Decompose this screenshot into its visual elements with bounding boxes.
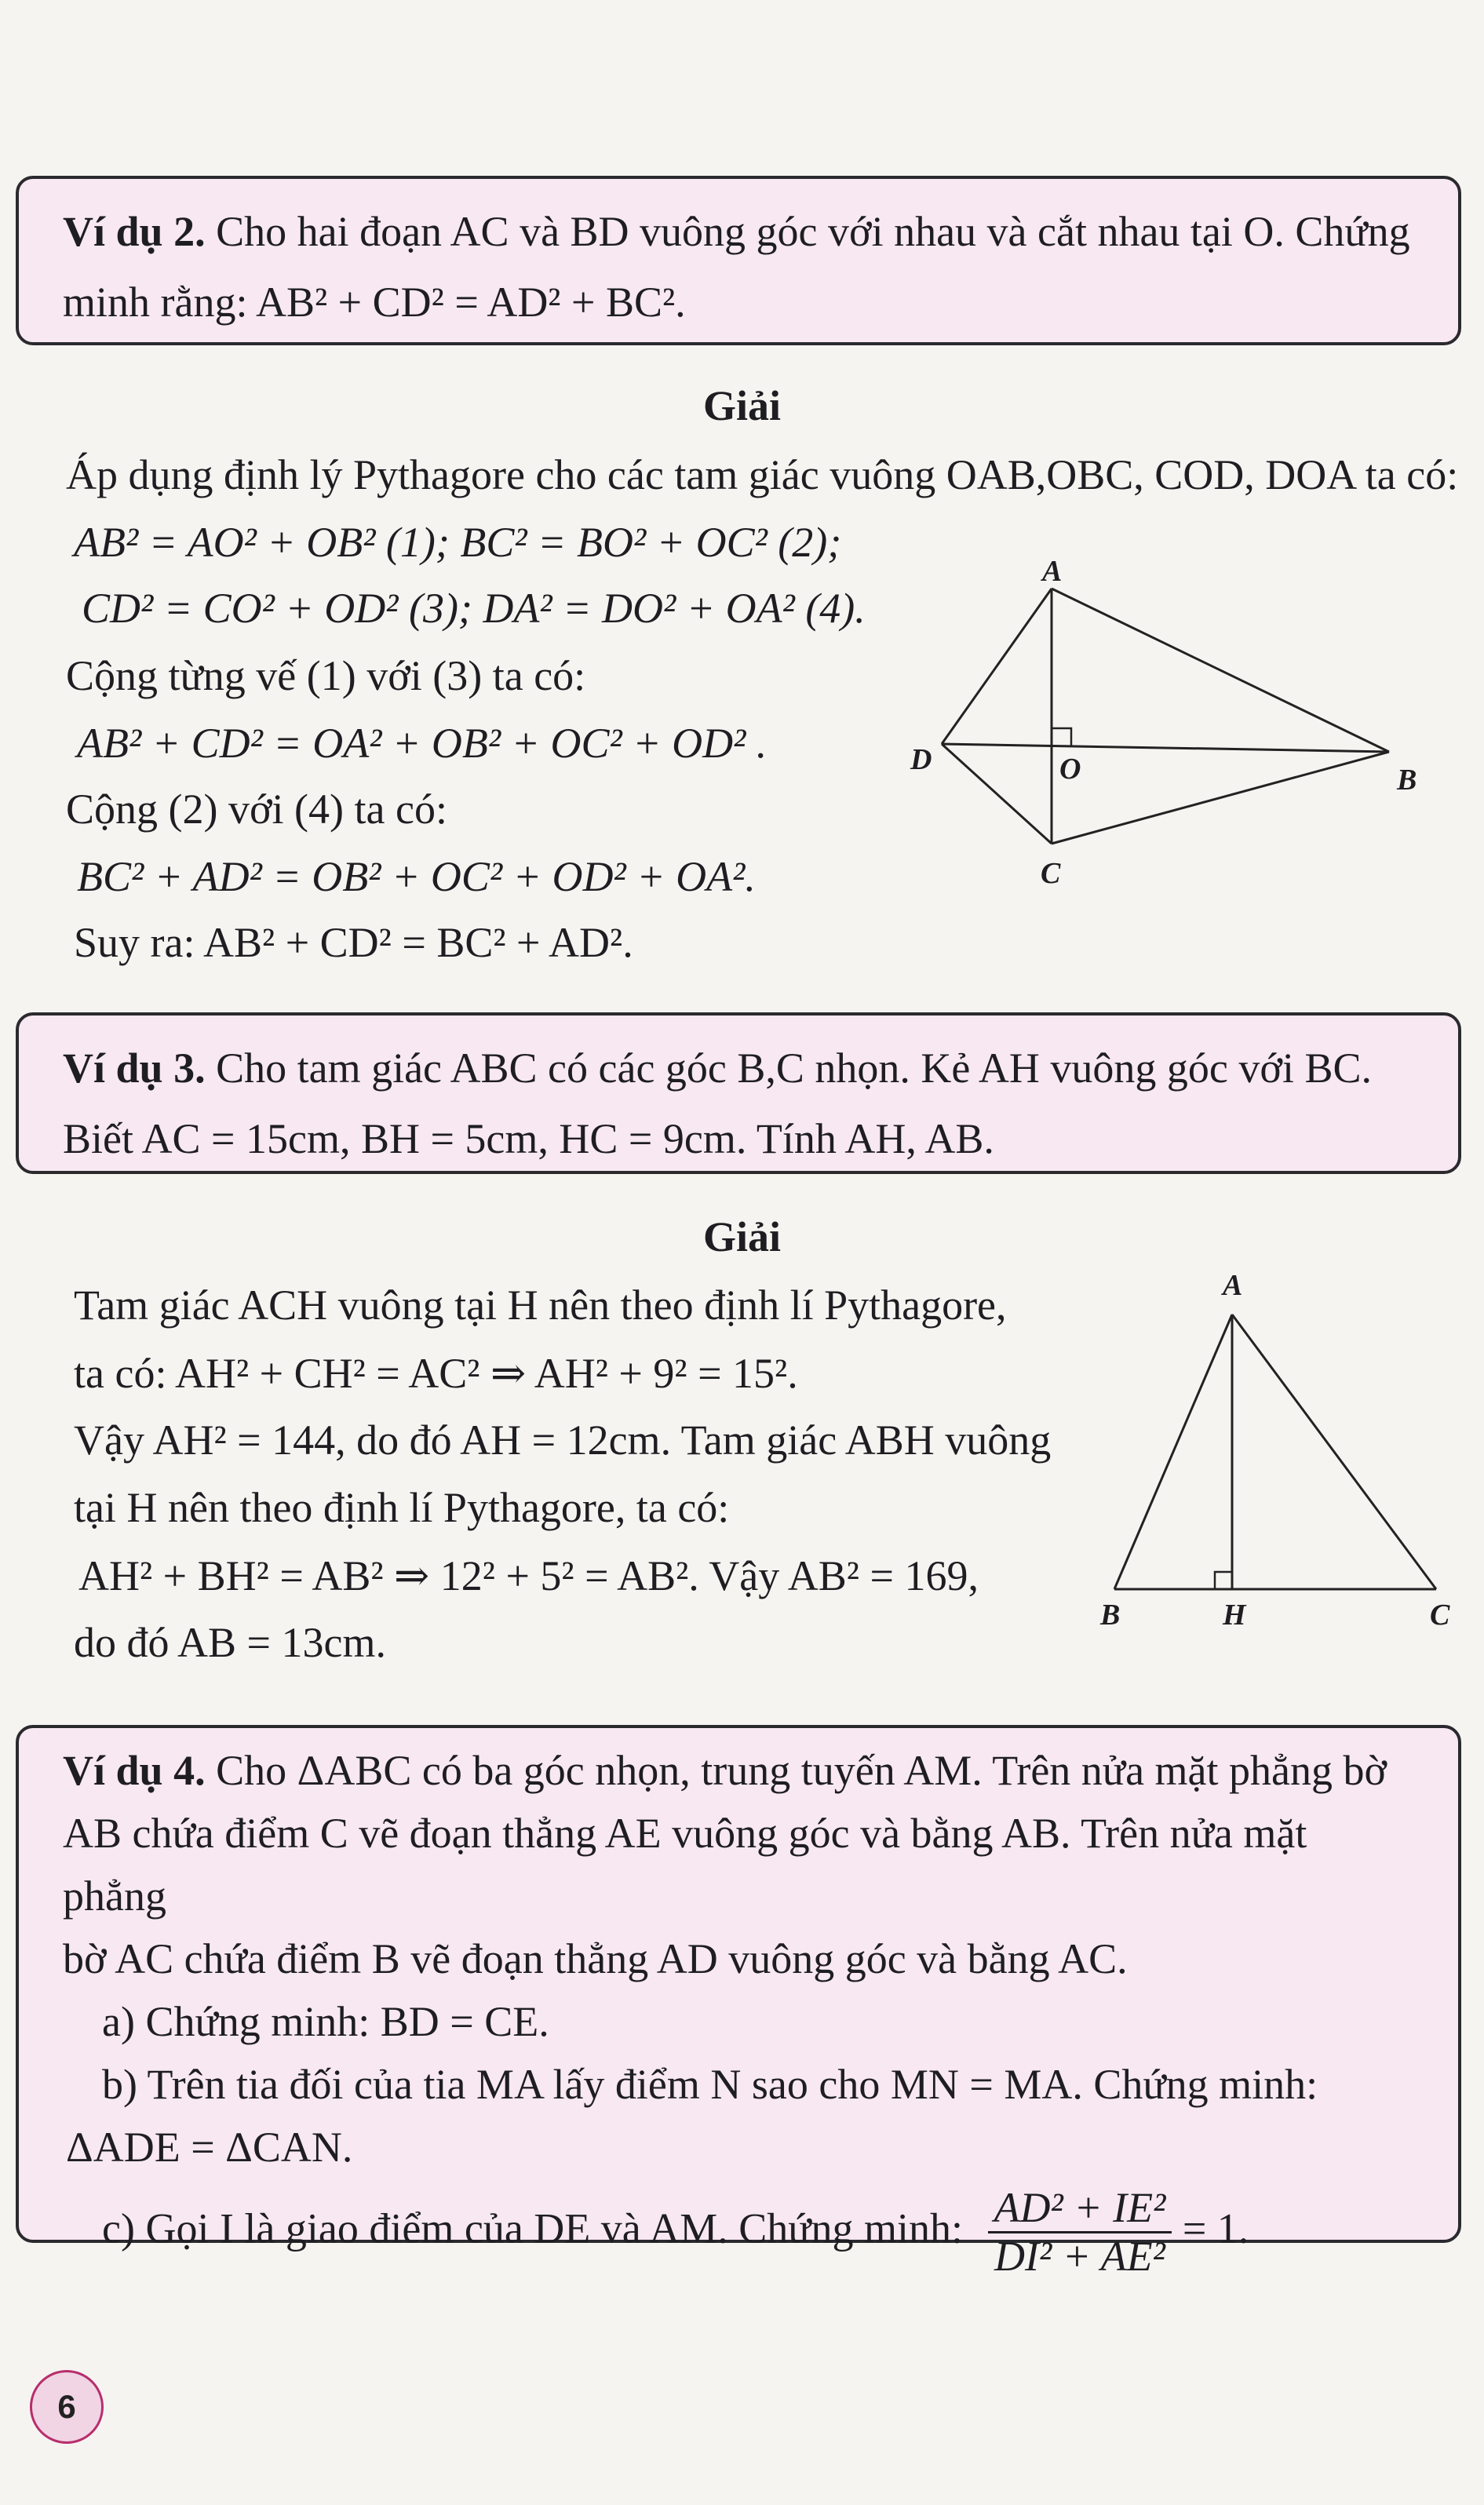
fraction-result: = 1. [1182, 2204, 1249, 2252]
fig3-label-c: C [1430, 1599, 1450, 1632]
example-4-line-3: bờ AC chứa điểm B vẽ đoạn thẳng AD vuông góc và bằng AC. [63, 1935, 1128, 1982]
fig3-label-a: A [1223, 1269, 1243, 1302]
example-2-line-2: minh rằng: AB² + CD² = AD² + BC². [63, 279, 686, 326]
ex2-sol-line: CD² = CO² + OD² (3); DA² = DO² + OA² (4). [82, 585, 866, 632]
fig2-label-c: C [1041, 857, 1061, 890]
example-2-box [16, 176, 1461, 345]
example-3-box [16, 1012, 1461, 1174]
example-2-figure [895, 549, 1428, 895]
ex3-sol-line: Vậy AH² = 144, do đó AH = 12cm. Tam giác ABH vuông [74, 1417, 1052, 1464]
fig2-label-a: A [1042, 555, 1063, 588]
ex2-sol-line: AB² = AO² + OB² (1); BC² = BO² + OC² (2); [74, 519, 842, 566]
example-3-label: Ví dụ 3. [63, 1045, 206, 1092]
example-4-part-c: c) Gọi I là giao điểm của DE và AM. Chứng minh: $\frac{\text{AD² + IE²}}{\text{DI² + AE²}}$ = 1. [102, 2184, 1249, 2281]
ex3-sol-line: do đó AB = 13cm. [74, 1619, 386, 1666]
fig3-label-b: B [1100, 1599, 1121, 1632]
page-number: 6 [30, 2370, 104, 2444]
example-2-solution-heading: Giải [702, 382, 781, 429]
example-4-line-2: AB chứa điểm C vẽ đoạn thẳng AE vuông góc và bằng AB. Trên nửa mặt phẳng [63, 1810, 1307, 1920]
fraction-numerator: AD² + IE² [988, 2185, 1172, 2233]
fig2-label-b: B [1397, 764, 1417, 797]
example-3-line-2: Biết AC = 15cm, BH = 5cm, HC = 9cm. Tính AH, AB. [63, 1115, 994, 1162]
ex2-sol-line: Suy ra: AB² + CD² = BC² + AD². [74, 919, 633, 966]
fraction-denominator: DI² + AE² [994, 2233, 1165, 2281]
example-2-label: Ví dụ 2. [63, 208, 206, 255]
ex3-sol-line: AH² + BH² = AB² ⇒ 12² + 5² = AB². Vậy AB² = 169, [78, 1552, 979, 1599]
ex3-sol-line: tại H nên theo định lí Pythagore, ta có: [74, 1484, 730, 1531]
example-4-label: Ví dụ 4. [63, 1747, 206, 1794]
ex2-sol-line: Cộng (2) với (4) ta có: [66, 786, 447, 833]
example-3-line-1: Ví dụ 3. Cho tam giác ABC có các góc B,C nhọn. Kẻ AH vuông góc với BC. [63, 1045, 1372, 1092]
ex3-sol-line: ta có: AH² + CH² = AC² ⇒ AH² + 9² = 15². [74, 1350, 798, 1397]
example-4-part-a: a) Chứng minh: BD = CE. [102, 1998, 549, 2045]
fig2-label-o: O [1059, 753, 1081, 786]
fig3-label-h: H [1223, 1599, 1246, 1632]
ex3-sol-line: Tam giác ACH vuông tại H nên theo định lí Pythagore, [74, 1282, 1007, 1329]
fig2-label-d: D [910, 743, 932, 776]
ex2-sol-line: Cộng từng vế (1) với (3) ta có: [66, 652, 586, 699]
example-4-box [16, 1725, 1461, 2281]
example-3-solution-heading: Giải [702, 1213, 781, 1260]
example-4-fraction [988, 2185, 1172, 2281]
example-4-part-b-1: b) Trên tia đối của tia MA lấy điểm N sao cho MN = MA. Chứng minh: [102, 2061, 1318, 2108]
ex2-sol-line: AB² + CD² = OA² + OB² + OC² + OD² . [77, 720, 768, 767]
example-4-part-b-2: ΔADE = ΔCAN. [66, 2124, 353, 2171]
ex2-sol-line: BC² + AD² = OB² + OC² + OD² + OA². [77, 853, 756, 900]
example-2-line-1: Ví dụ 2. Cho hai đoạn AC và BD vuông góc với nhau và cắt nhau tại O. Chứng [63, 208, 1410, 255]
ex2-sol-line: Áp dụng định lý Pythagore cho các tam giác vuông OAB,OBC, COD, DOA ta có: [66, 451, 1459, 498]
example-3-figure [1083, 1267, 1460, 1636]
example-4-line-1: Ví dụ 4. Cho ΔABC có ba góc nhọn, trung tuyến AM. Trên nửa mặt phẳng bờ [63, 1747, 1387, 1794]
